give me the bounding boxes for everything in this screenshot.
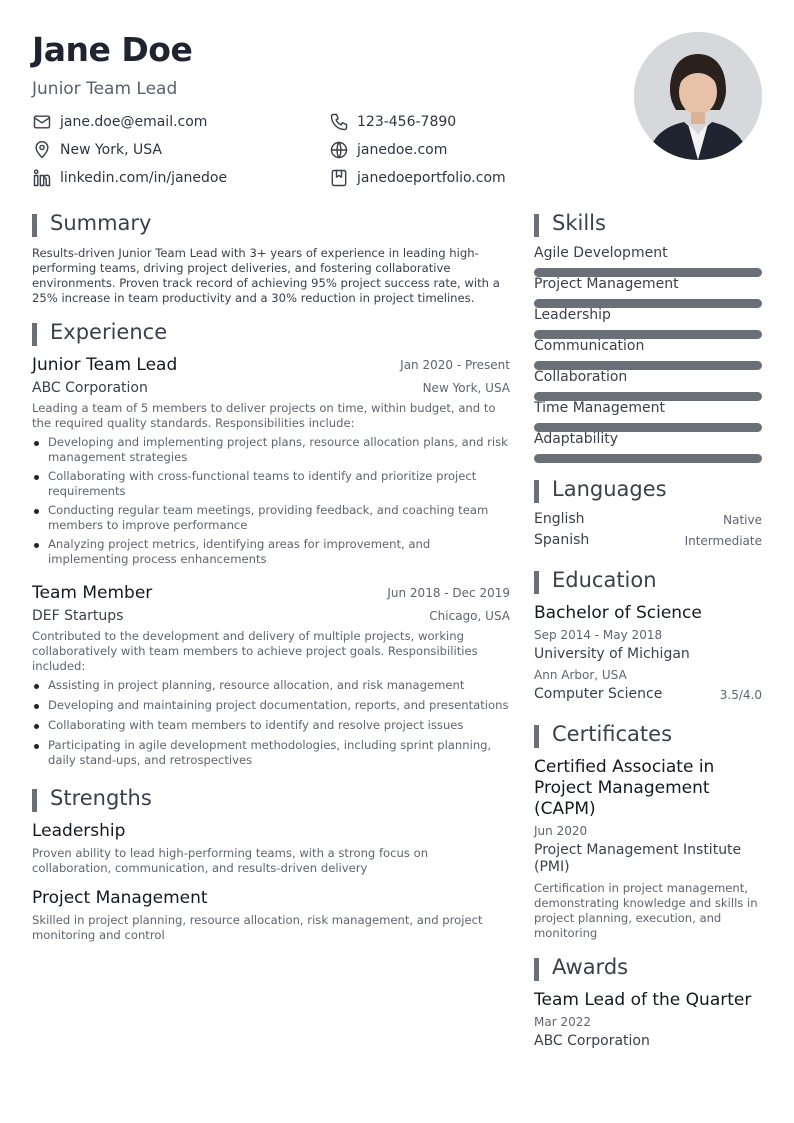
skill-name: Time Management bbox=[534, 400, 665, 416]
heading-accent-bar bbox=[32, 214, 37, 237]
heading-accent-bar bbox=[534, 214, 539, 237]
skill-name: Communication bbox=[534, 338, 645, 354]
contact-location-text: New York, USA bbox=[60, 142, 162, 158]
summary-heading-text: Summary bbox=[50, 211, 152, 235]
job-description: Leading a team of 5 members to deliver projects on time, within budget, and to the required quality standards. Responsibilities include: bbox=[32, 401, 496, 430]
certificate-description: Certification in project management, demonstrating knowledge and skills in project planning, execution, and monitoring bbox=[534, 881, 758, 940]
language-name: Spanish bbox=[534, 532, 590, 548]
skill-name: Project Management bbox=[534, 276, 679, 292]
contact-email-text: jane.doe@email.com bbox=[60, 114, 208, 130]
skills-heading bbox=[534, 213, 762, 237]
job-bullets bbox=[32, 678, 510, 768]
contact-phone-text: 123-456-7890 bbox=[357, 114, 457, 130]
heading-accent-bar bbox=[534, 480, 539, 503]
certificate-date: Jun 2020 bbox=[534, 824, 588, 838]
candidate-role: Junior Team Lead bbox=[32, 79, 178, 99]
awards-heading-text: Awards bbox=[552, 955, 629, 979]
summary-heading bbox=[32, 213, 512, 237]
job-dates: Jun 2018 - Dec 2019 bbox=[387, 586, 510, 600]
certificate-title: Certified Associate in Project Management (CAPM) bbox=[534, 757, 715, 819]
certificates-heading-text: Certificates bbox=[552, 722, 673, 746]
contact-portfolio-text: janedoeportfolio.com bbox=[357, 170, 506, 186]
job-bullet: Assisting in project planning, resource allocation, and risk management bbox=[32, 678, 510, 693]
contact-portfolio[interactable] bbox=[329, 168, 506, 188]
strength-text: Skilled in project planning, resource allocation, risk management, and project monitoring and control bbox=[32, 913, 483, 942]
education-school: University of Michigan bbox=[534, 646, 690, 662]
job-location: Chicago, USA bbox=[429, 609, 510, 623]
skill-item bbox=[534, 338, 762, 354]
job-company: ABC Corporation bbox=[32, 380, 148, 396]
globe-icon bbox=[329, 140, 349, 160]
award-org: ABC Corporation bbox=[534, 1033, 650, 1049]
strength-text: Proven ability to lead high-performing teams, with a strong focus on collaboration, communication, and results-driven delivery bbox=[32, 846, 429, 875]
job-bullet: Analyzing project metrics, identifying areas for improvement, and implementing process enhancements bbox=[32, 537, 510, 567]
experience-heading bbox=[32, 322, 512, 346]
job-description: Contributed to the development and delivery of multiple projects, working collaboratively with team members to achieve project goals. Responsibilities included: bbox=[32, 629, 478, 673]
mail-icon bbox=[32, 112, 52, 132]
skill-item bbox=[534, 276, 762, 292]
linkedin-icon bbox=[32, 168, 52, 188]
job-bullet: Conducting regular team meetings, providing feedback, and coaching team members to improve performance bbox=[32, 503, 510, 533]
contact-phone[interactable] bbox=[329, 112, 456, 132]
certificate-issuer: Project Management Institute (PMI) bbox=[534, 842, 742, 875]
job-bullet: Developing and maintaining project documentation, reports, and presentations bbox=[32, 698, 510, 713]
job-company: DEF Startups bbox=[32, 608, 124, 624]
profile-photo bbox=[634, 32, 762, 160]
job-location: New York, USA bbox=[422, 381, 510, 395]
skill-bar-fill bbox=[534, 454, 762, 463]
education-field: Computer Science bbox=[534, 686, 663, 702]
job-title: Junior Team Lead bbox=[32, 355, 178, 375]
education-gpa: 3.5/4.0 bbox=[719, 688, 762, 702]
contact-linkedin-text: linkedin.com/in/janedoe bbox=[60, 170, 228, 186]
job-bullet: Participating in agile development methodologies, including sprint planning, daily stand-ups, and retrospectives bbox=[32, 738, 510, 768]
language-level: Intermediate bbox=[684, 534, 762, 548]
skill-item bbox=[534, 369, 762, 385]
contact-location bbox=[32, 140, 162, 160]
skill-item bbox=[534, 431, 762, 447]
job-title: Team Member bbox=[32, 583, 153, 603]
heading-accent-bar bbox=[534, 725, 539, 748]
contact-website-text: janedoe.com bbox=[357, 142, 448, 158]
job-bullet: Developing and implementing project plans, resource allocation plans, and risk management strategies bbox=[32, 435, 510, 465]
strengths-heading-text: Strengths bbox=[50, 786, 152, 810]
strengths-heading bbox=[32, 788, 512, 812]
strength-title: Project Management bbox=[32, 888, 208, 908]
candidate-name: Jane Doe bbox=[32, 30, 193, 69]
contact-website[interactable] bbox=[329, 140, 447, 160]
skill-item bbox=[534, 245, 762, 261]
heading-accent-bar bbox=[534, 571, 539, 594]
job-bullet: Collaborating with team members to identify and resolve project issues bbox=[32, 718, 510, 733]
job-bullet: Collaborating with cross-functional teams to identify and prioritize project requirements bbox=[32, 469, 510, 499]
skill-item bbox=[534, 307, 762, 323]
heading-accent-bar bbox=[32, 789, 37, 812]
contact-email[interactable] bbox=[32, 112, 207, 132]
education-degree: Bachelor of Science bbox=[534, 603, 702, 623]
location-pin-icon bbox=[32, 140, 52, 160]
award-date: Mar 2022 bbox=[534, 1015, 591, 1029]
education-heading-text: Education bbox=[552, 568, 657, 592]
education-dates: Sep 2014 - May 2018 bbox=[534, 628, 663, 642]
phone-icon bbox=[329, 112, 349, 132]
skill-name: Agile Development bbox=[534, 245, 668, 261]
languages-heading-text: Languages bbox=[552, 477, 667, 501]
education-heading bbox=[534, 570, 762, 594]
heading-accent-bar bbox=[534, 958, 539, 981]
skill-name: Adaptability bbox=[534, 431, 619, 447]
summary-text: Results-driven Junior Team Lead with 3+ years of experience in leading high-performing teams, driving project deliveries, and fostering collaborative environments. Proven track record of achieving 95% project success rate, with a 25% increase in team productivity and a 30% reduction in project timelines. bbox=[32, 246, 500, 305]
awards-heading bbox=[534, 957, 762, 981]
portfolio-icon bbox=[329, 168, 349, 188]
experience-heading-text: Experience bbox=[50, 320, 168, 344]
skill-bar-track bbox=[534, 454, 762, 463]
languages-heading bbox=[534, 479, 762, 503]
certificates-heading bbox=[534, 724, 762, 748]
strength-title: Leadership bbox=[32, 821, 126, 841]
education-location: Ann Arbor, USA bbox=[534, 668, 627, 682]
language-name: English bbox=[534, 511, 585, 527]
skill-name: Leadership bbox=[534, 307, 611, 323]
job-bullets bbox=[32, 435, 510, 567]
award-title: Team Lead of the Quarter bbox=[534, 990, 752, 1010]
heading-accent-bar bbox=[32, 323, 37, 346]
job-dates: Jan 2020 - Present bbox=[400, 358, 510, 372]
skill-name: Collaboration bbox=[534, 369, 628, 385]
skill-item bbox=[534, 400, 762, 416]
skills-heading-text: Skills bbox=[552, 211, 606, 235]
contact-linkedin[interactable] bbox=[32, 168, 227, 188]
language-level: Native bbox=[723, 513, 762, 527]
